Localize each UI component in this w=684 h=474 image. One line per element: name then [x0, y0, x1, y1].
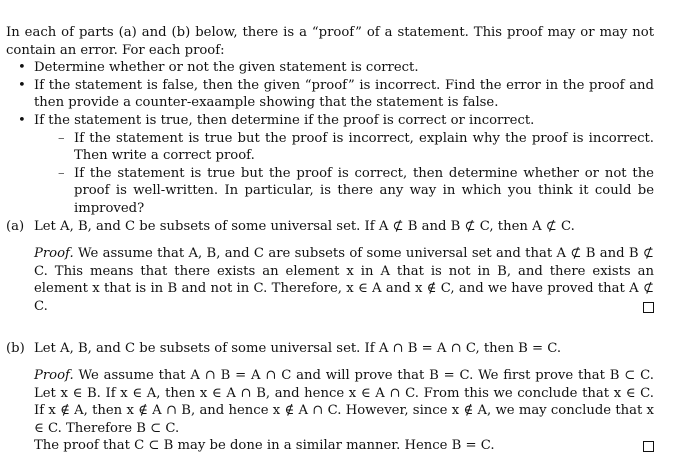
instruction-list [6, 59, 654, 217]
part-b [6, 340, 654, 358]
part-a-label: (a) [6, 218, 25, 234]
proof-label: Proof. [34, 246, 74, 262]
proof-text: We assume that A, B, and C are subsets of some universal set and that A ⊄ B and B ⊄ C. This means that there exists an element x in A that is not in B, and there exists an element x that is in B and not in C. Therefore, x ∈ A and x ∉ C, and we have proved that A ⊄ C. [34, 246, 654, 314]
sub-bullet-item: – If the statement is true but the proof is incorrect, explain why the proof is incorrect. Then write a correct proof. [6, 130, 654, 165]
qed-box-icon [643, 302, 654, 313]
sub-instruction-list [6, 130, 654, 218]
part-b-proof-end [6, 437, 654, 455]
part-b-proof [6, 367, 654, 437]
bullet-item: • Determine whether or not the given statement is correct. [6, 59, 654, 77]
proof-end-text: The proof that C ⊂ B may be done in a similar manner. Hence B = C. [34, 438, 495, 454]
proof-label: Proof. [34, 368, 74, 384]
exercise-body [6, 24, 654, 455]
bullet-item [6, 112, 654, 218]
intro-paragraph: In each of parts (a) and (b) below, there is a “proof” of a statement. This proof may or may not contain an error. For each proof: [6, 25, 654, 58]
part-a-statement: Let A, B, and C be subsets of some universal set. If A ⊄ B and B ⊄ C, then A ⊄ C. [34, 218, 575, 234]
part-b-statement: Let A, B, and C be subsets of some universal set. If A ∩ B = A ∩ C, then B = C. [34, 340, 562, 356]
part-a-proof [6, 245, 654, 315]
sub-bullet-item: – If the statement is true but the proof is correct, then determine whether or not the proof is well-written. In particular, is there any way in which you think it could be improved? [6, 165, 654, 218]
part-a [6, 218, 654, 236]
qed-box-icon [643, 441, 654, 452]
part-b-label: (b) [6, 340, 25, 356]
bullet-text: If the statement is true, then determine if the proof is correct or incorrect. [34, 112, 535, 128]
proof-text: We assume that A ∩ B = A ∩ C and will prove that B = C. We first prove that B ⊂ C. Let x ∈ B. If x ∈ A, then x ∈ A ∩ B, and hence x ∈ A ∩ C. From this we conclude that x ∈ C. If x ∉ A, then x ∉ A ∩ B, and hence x ∉ A ∩ C. However, since x ∉ A, we may conclude that x ∈ C. Therefore B ⊂ C. [34, 368, 654, 436]
bullet-item: • If the statement is false, then the given “proof” is incorrect. Find the error in the proof and then provide a counter-exaample showing that the statement is false. [6, 77, 654, 112]
